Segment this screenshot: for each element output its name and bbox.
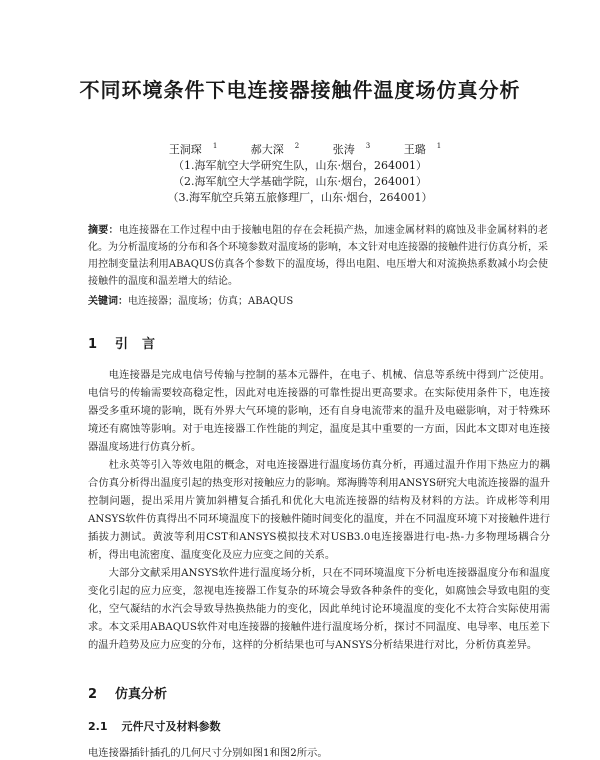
author-affil-mark: 3 bbox=[365, 142, 371, 150]
section-1-heading bbox=[88, 333, 169, 352]
author-name: 郝大深 bbox=[250, 142, 284, 156]
author-affil-mark: 1 bbox=[212, 142, 218, 150]
author-1 bbox=[159, 143, 217, 156]
subsection-number: 2.1 bbox=[88, 720, 108, 733]
paragraph: 电连接器是完成电信号传输与控制的基本元器件，在电子、机械、信息等系统中得到广泛使用。电信号的传输需要较高稳定性，因此对电连接器的可靠性提出更高要求。在实际使用条件下，电连接器受多重环境的影响，既有外界大气环境的影响，还有自身电流带来的温升及电磁影响，对于特殊环境还有腐蚀等影响。对于电连接器工作性能的判定，温度是其中重要的一方面，因此本文即对电连接器温度场进行仿真分析。 bbox=[88, 369, 550, 453]
abstract-label: 摘要： bbox=[88, 225, 119, 236]
keywords-text: 电连接器；温度场；仿真；ABAQUS bbox=[128, 296, 294, 307]
author-name: 王璐 bbox=[403, 142, 426, 156]
author-affil-mark: 1 bbox=[436, 142, 442, 150]
section-number: 2 bbox=[88, 687, 98, 702]
keywords-label: 关键词： bbox=[88, 296, 128, 307]
subsection-title: 元件尺寸及材料参数 bbox=[121, 720, 221, 733]
section-1-body bbox=[88, 366, 550, 654]
section-title: 引言 bbox=[115, 337, 170, 352]
author-2 bbox=[241, 143, 299, 156]
affiliation-2: （2.海军航空大学基础学院，山东·烟台，264001） bbox=[173, 174, 427, 188]
paragraph: 大部分文献采用ANSYS软件进行温度场分析，只在不同环境温度下分析电连接器温度分布和温度变化引起的应力应变，忽视电连接器工作复杂的环境会导致各种条件的变化，如腐蚀会导致电阻的变化，空气凝结的水汽会导致导热换热能力的变化，因此单纯讨论环境温度的变化不太符合实际使用需求。本文采用ABAQUS软件对电连接器的接触件进行温度场分析，探讨不同温度、电导率、电压差下的温升趋势及应力应变的分布，这样的分析结果也可与ANSYS分析结果进行对比，分析仿真差异。 bbox=[88, 567, 550, 651]
affiliation-3: （3.海军航空兵第五旅修理厂，山东·烟台，264001） bbox=[167, 190, 433, 204]
author-names bbox=[0, 138, 600, 158]
keywords bbox=[88, 294, 548, 310]
author-name: 张涛 bbox=[332, 142, 355, 156]
affiliation-1: （1.海军航空大学研究生队，山东·烟台，264001） bbox=[173, 158, 427, 172]
author-affil-mark: 2 bbox=[294, 142, 300, 150]
abstract-text: 电连接器在工作过程中由于接触电阻的存在会耗损产热，加速金属材料的腐蚀及非金属材料的老化。为分析温度场的分布和各个环境参数对温度场的影响，本文针对电连接器的接触件进行仿真分析，采用控制变量法利用ABAQUS仿真各个参数下的温度场，得出电阻、电压增大和对流换热系数减小均会使接触件的温度和温差增大的结论。 bbox=[88, 225, 549, 287]
body-line: 电连接器插针插孔的几何尺寸分别如图1和图2所示。 bbox=[88, 747, 328, 759]
author-block bbox=[0, 138, 600, 206]
section-2-1-heading bbox=[88, 718, 221, 734]
paper-title: 不同环境条件下电连接器接触件温度场仿真分析 bbox=[79, 78, 521, 102]
section-number: 1 bbox=[88, 337, 98, 352]
paragraph: 杜永英等引入等效电阻的概念，对电连接器进行温度场仿真分析，再通过温升作用下热应力的耦合仿真分析得出温度引起的热变形对接触应力的影响。郑海腾等利用ANSYS研究大电流连接器的温升控制问题，提出采用片簧加斜槽复合插孔和优化大电流连接器的结构及材料的方法。许成彬等利用ANSYS软件仿真得出不同环境温度下的接触件随时间变化的温度，并在不同温度环境下对接触件进行插拔力测试。黄波等利用CST和ANSYS模拟技术对USB3.0电连接器进行电-热-力多物理场耦合分析，得出电流密度、温度变化及应力应变之间的关系。 bbox=[88, 459, 550, 561]
author-4 bbox=[394, 143, 441, 156]
abstract bbox=[88, 222, 548, 290]
section-title: 仿真分析 bbox=[115, 687, 168, 702]
author-3 bbox=[323, 143, 370, 156]
section-2-heading bbox=[88, 683, 167, 702]
author-name: 王洞琛 bbox=[168, 142, 202, 156]
